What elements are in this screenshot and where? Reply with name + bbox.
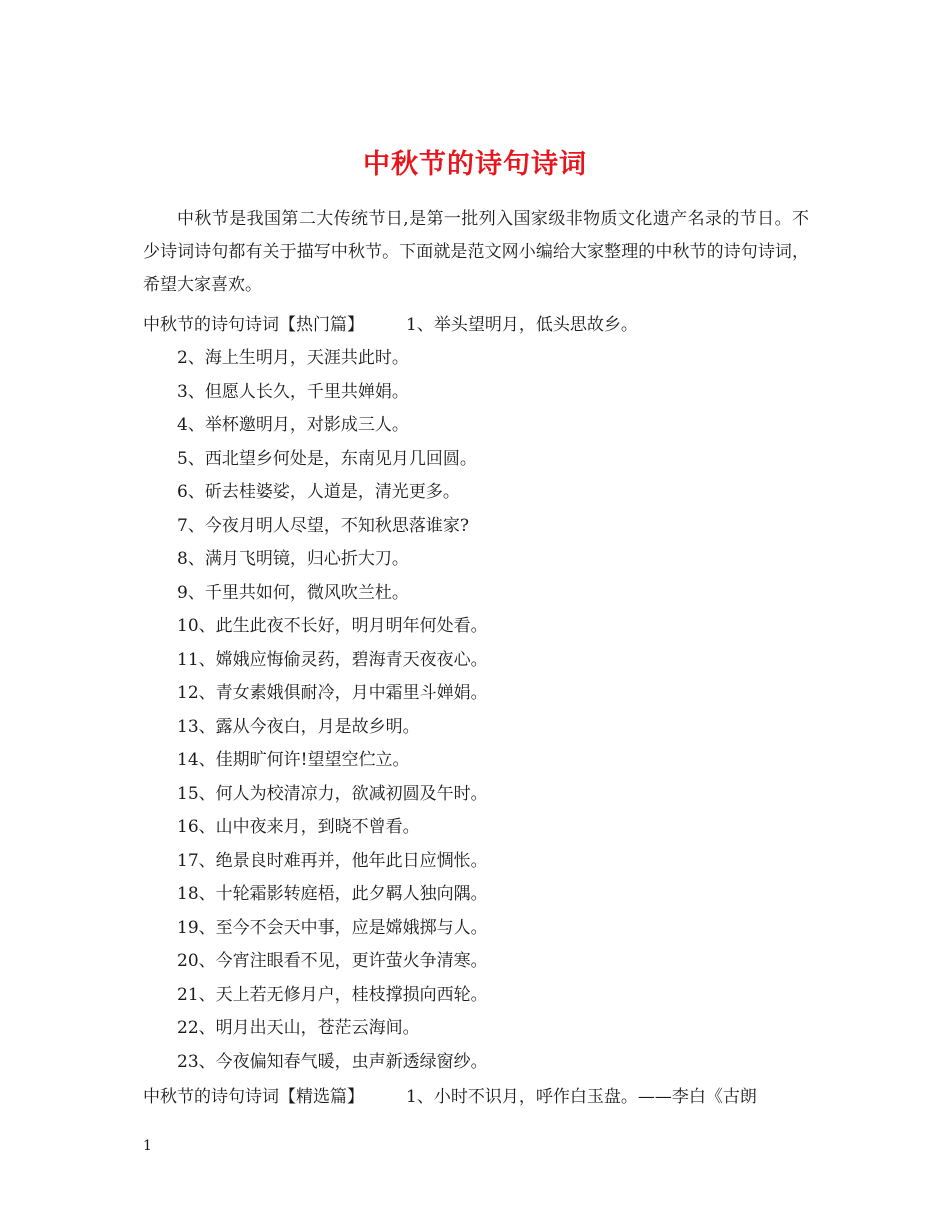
poem-item: 5、西北望乡何处是，东南见月几回圆。 <box>177 448 477 469</box>
poem-item: 19、至今不会天中事，应是嫦娥掷与人。 <box>177 917 488 938</box>
poem-item: 1、举头望明月，低头思故乡。 <box>406 315 638 335</box>
poem-item: 22、明月出天山，苍茫云海间。 <box>177 1018 420 1038</box>
section-selected-heading: 中秋节的诗句诗词【精选篇】 <box>143 1087 364 1107</box>
poem-item: 21、天上若无修月户，桂枝撑损向西轮。 <box>177 984 488 1005</box>
poem-list <box>177 342 488 1079</box>
section-hot-heading: 中秋节的诗句诗词【热门篇】 <box>143 315 364 335</box>
poem-item: 2、海上生明月，天涯共此时。 <box>177 348 409 368</box>
poem-item: 8、满月飞明镜，归心折大刀。 <box>177 549 409 569</box>
poem-item: 13、露从今夜白，月是故乡明。 <box>177 716 420 737</box>
poem-item: 3、但愿人长久，千里共婵娟。 <box>177 381 409 402</box>
poem-item: 10、此生此夜不长好，明月明年何处看。 <box>177 616 488 636</box>
section-hot-line <box>143 309 823 342</box>
poem-item: 23、今夜偏知春气暖，虫声新透绿窗纱。 <box>177 1051 488 1072</box>
poem-item: 15、何人为校清凉力，欲减初圆及午时。 <box>177 783 488 804</box>
poem-item: 11、嫦娥应悔偷灵药，碧海青天夜夜心。 <box>177 649 488 670</box>
poem-item: 1、小时不识月，呼作白玉盘。——李白《古朗 <box>406 1087 757 1107</box>
intro-paragraph: 中秋节是我国第二大传统节日,是第一批列入国家级非物质文化遗产名录的节日。不少诗词诗句都有关于描写中秋节。下面就是范文网小编给大家整理的中秋节的诗句诗词，希望大家喜欢。 <box>143 209 809 295</box>
poem-item: 18、十轮霜影转庭梧，此夕羁人独向隅。 <box>177 884 488 904</box>
poem-item: 12、青女素娥俱耐冷，月中霜里斗婵娟。 <box>177 683 488 703</box>
poem-item: 6、斫去桂婆娑，人道是，清光更多。 <box>177 482 460 502</box>
poem-item: 4、举杯邀明月，对影成三人。 <box>177 415 409 435</box>
poem-item: 9、千里共如何，微风吹兰杜。 <box>177 582 409 603</box>
page-number: 1 <box>143 1138 152 1154</box>
poem-item: 7、今夜月明人尽望，不知秋思落谁家? <box>177 515 469 536</box>
poem-item: 20、今宵注眼看不见，更许萤火争清寒。 <box>177 951 488 971</box>
section-selected-line <box>143 1081 823 1114</box>
poem-item: 14、佳期旷何许!望望空伫立。 <box>177 750 410 770</box>
page-title: 中秋节的诗句诗词 <box>363 149 587 181</box>
poem-item: 17、绝景良时难再并，他年此日应惆怅。 <box>177 850 488 871</box>
poem-item: 16、山中夜来月，到晓不曾看。 <box>177 817 420 837</box>
